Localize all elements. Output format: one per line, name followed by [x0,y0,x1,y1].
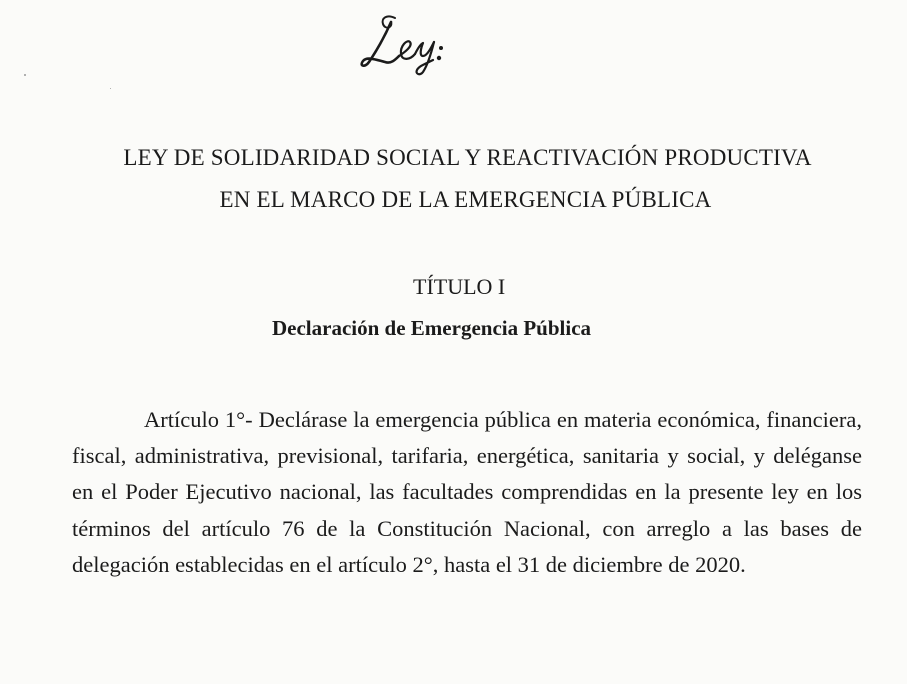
article-1-label: Artículo 1°- [144,407,253,432]
article-1-text: Declárase la emergencia pública en materia económica, financiera, fiscal, administrativa, previsional, tarifaria, energética, sanitaria y social, y deléganse en el Poder Ejecutivo nacional, las facultades comprendidas en la presente ley en los términos del artículo 76 de la Constitución Nacional, con arreglo a las bases de delegación establecidas en el artículo 2°, hasta el 31 de diciembre de 2020. [72,407,862,577]
law-title-line-2: EN EL MARCO DE LA EMERGENCIA PÚBLICA [219,187,712,212]
paper-speck [24,74,26,76]
paper-speck [110,88,111,89]
section-title: TÍTULO I [413,274,506,299]
ley-script-heading [355,4,465,76]
section-subtitle: Declaración de Emergencia Pública [272,316,592,340]
law-title-line-1: LEY DE SOLIDARIDAD SOCIAL Y REACTIVACIÓN PRODUCTIVA [123,145,812,170]
ley-script-logo [355,4,465,76]
article-1-paragraph [72,402,862,583]
